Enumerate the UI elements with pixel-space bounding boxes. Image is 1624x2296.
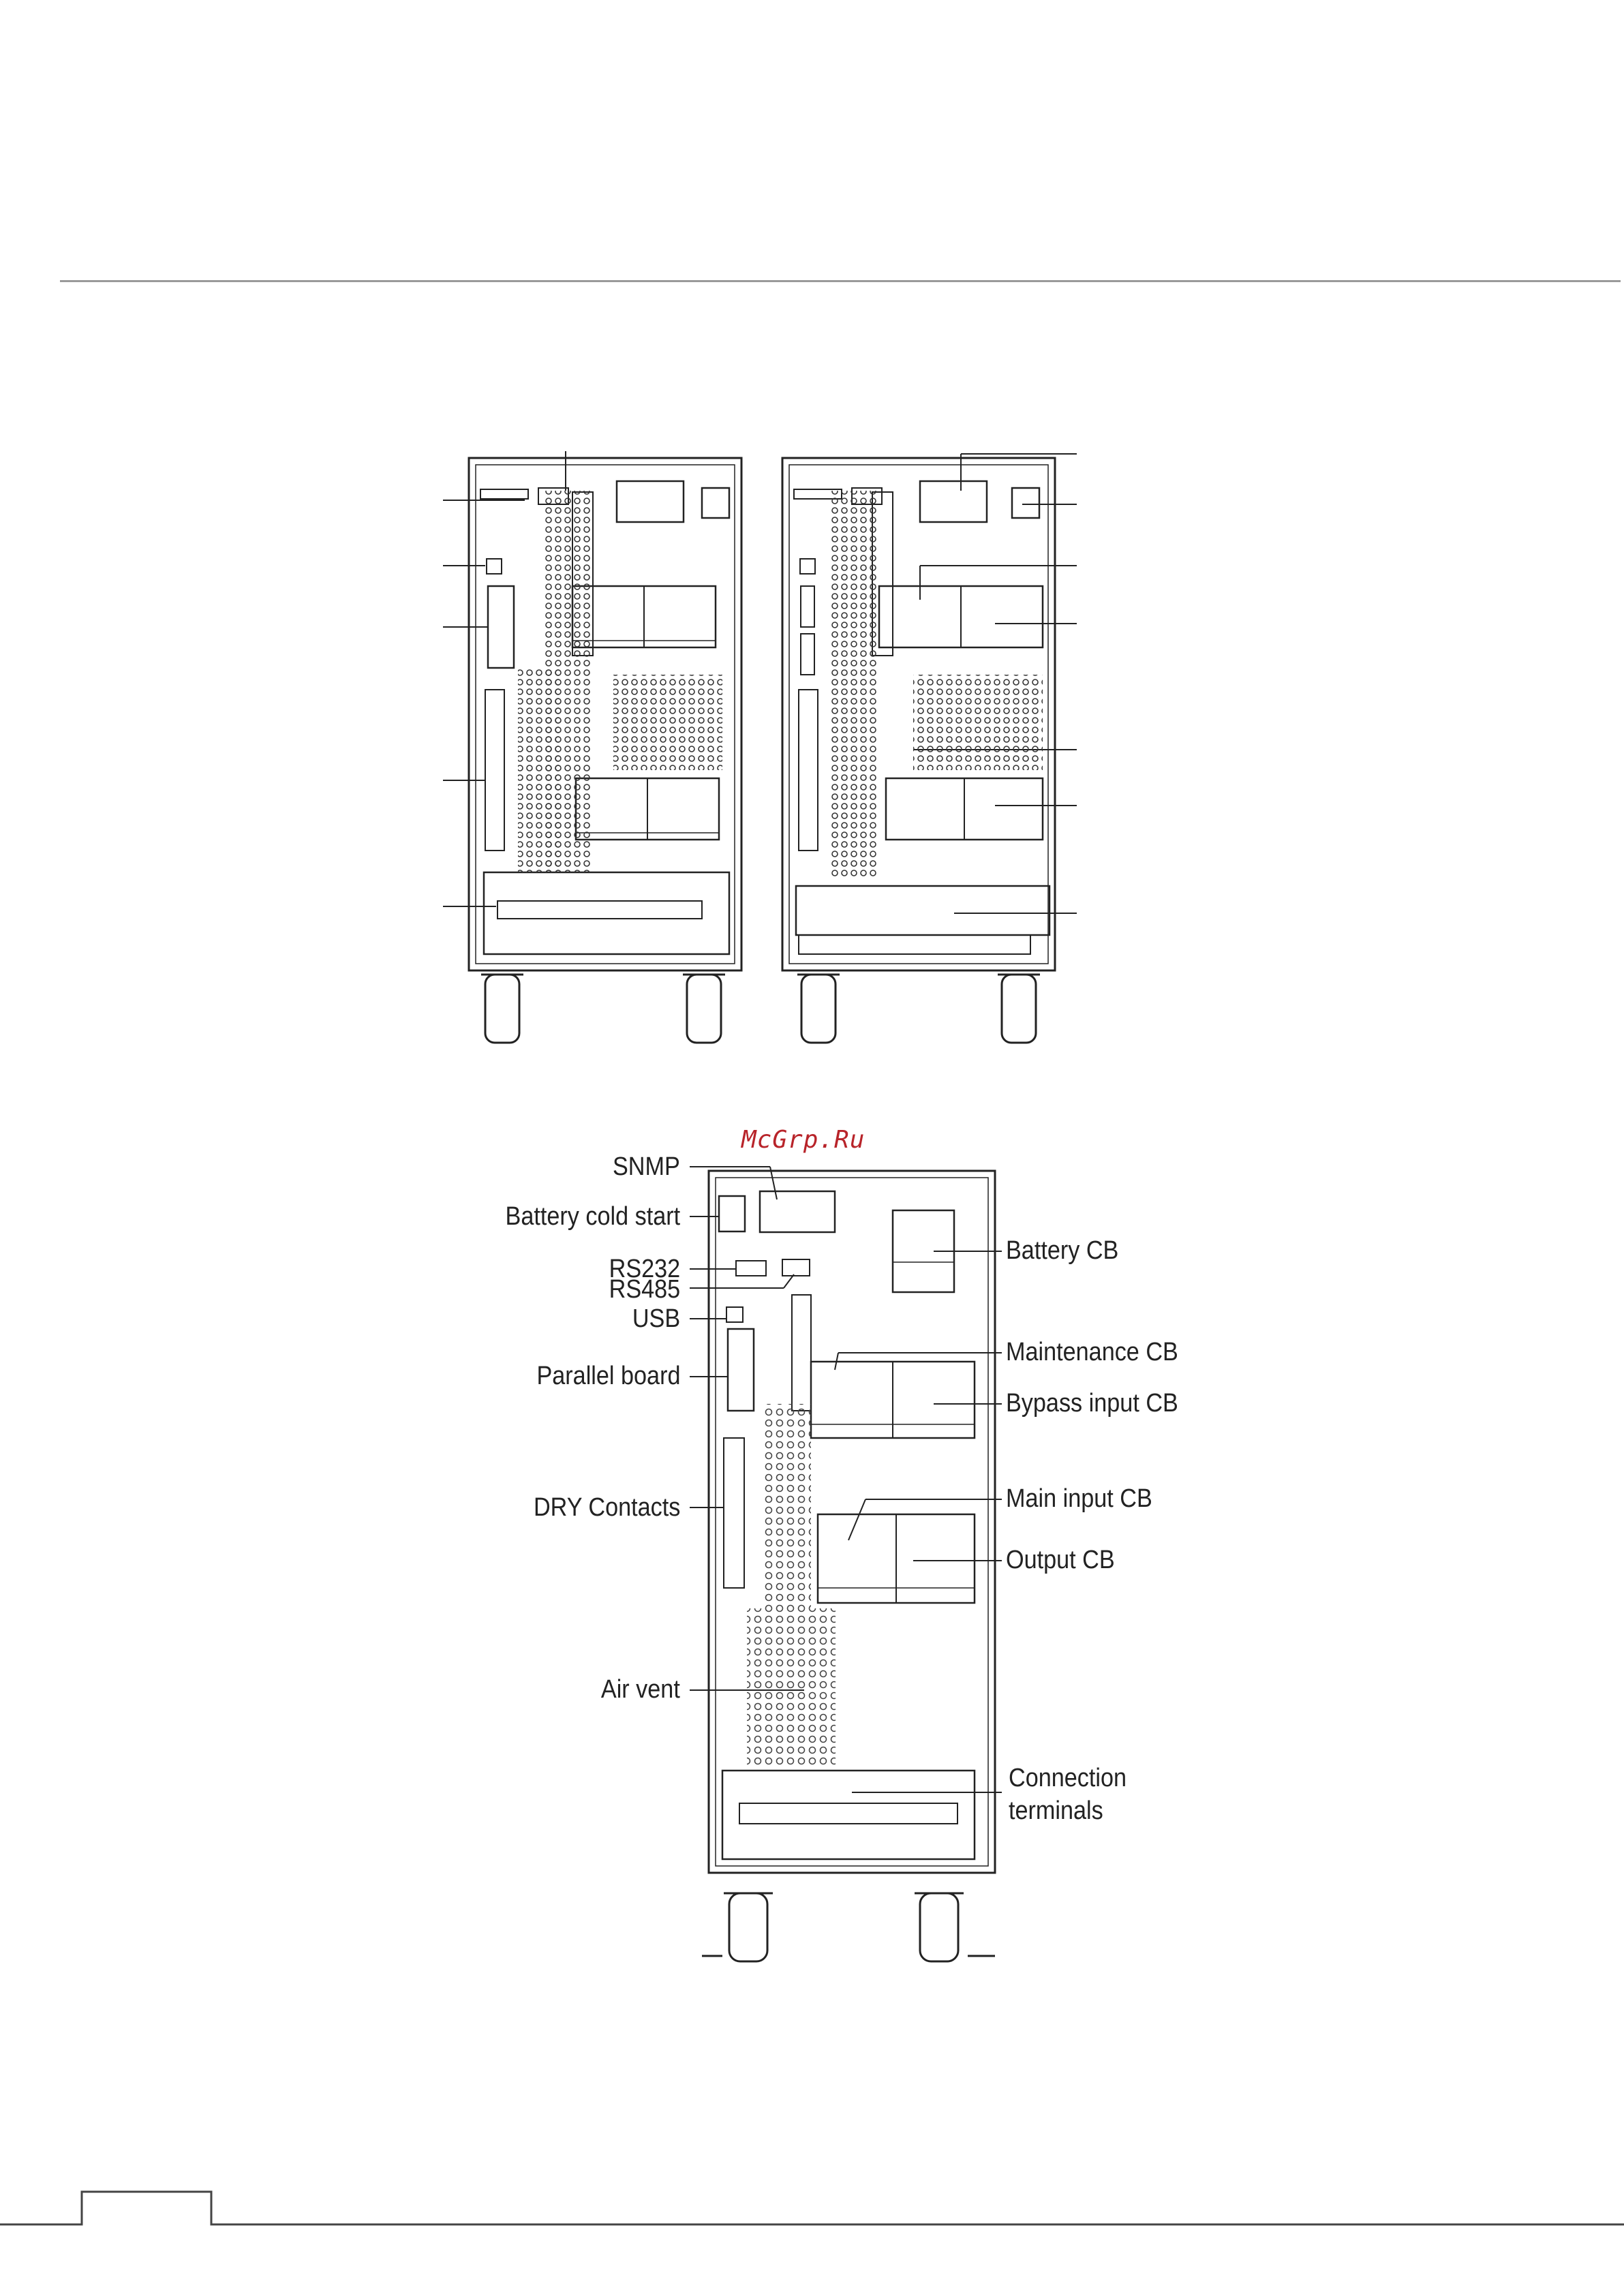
label-rs485: RS485 bbox=[609, 1275, 680, 1304]
watermark: McGrp.Ru bbox=[741, 1126, 865, 1154]
label-battery-cold-start: Battery cold start bbox=[505, 1202, 680, 1231]
label-parallel-board: Parallel board bbox=[536, 1362, 680, 1390]
label-usb: USB bbox=[632, 1304, 680, 1333]
label-battery-cb: Battery CB bbox=[1006, 1236, 1119, 1265]
label-dry-contacts: DRY Contacts bbox=[533, 1493, 680, 1522]
label-rs232: RS232 bbox=[609, 1255, 680, 1283]
label-connection-terminals-1: Connection bbox=[1009, 1764, 1127, 1792]
label-maintenance-cb: Maintenance CB bbox=[1006, 1338, 1178, 1366]
label-connection-terminals-2: terminals bbox=[1009, 1796, 1103, 1825]
label-air-vent: Air vent bbox=[601, 1675, 680, 1704]
label-snmp: SNMP bbox=[613, 1152, 680, 1181]
label-output-cb: Output CB bbox=[1006, 1546, 1115, 1574]
label-bypass-input-cb: Bypass input CB bbox=[1006, 1389, 1178, 1418]
label-main-input-cb: Main input CB bbox=[1006, 1484, 1152, 1513]
